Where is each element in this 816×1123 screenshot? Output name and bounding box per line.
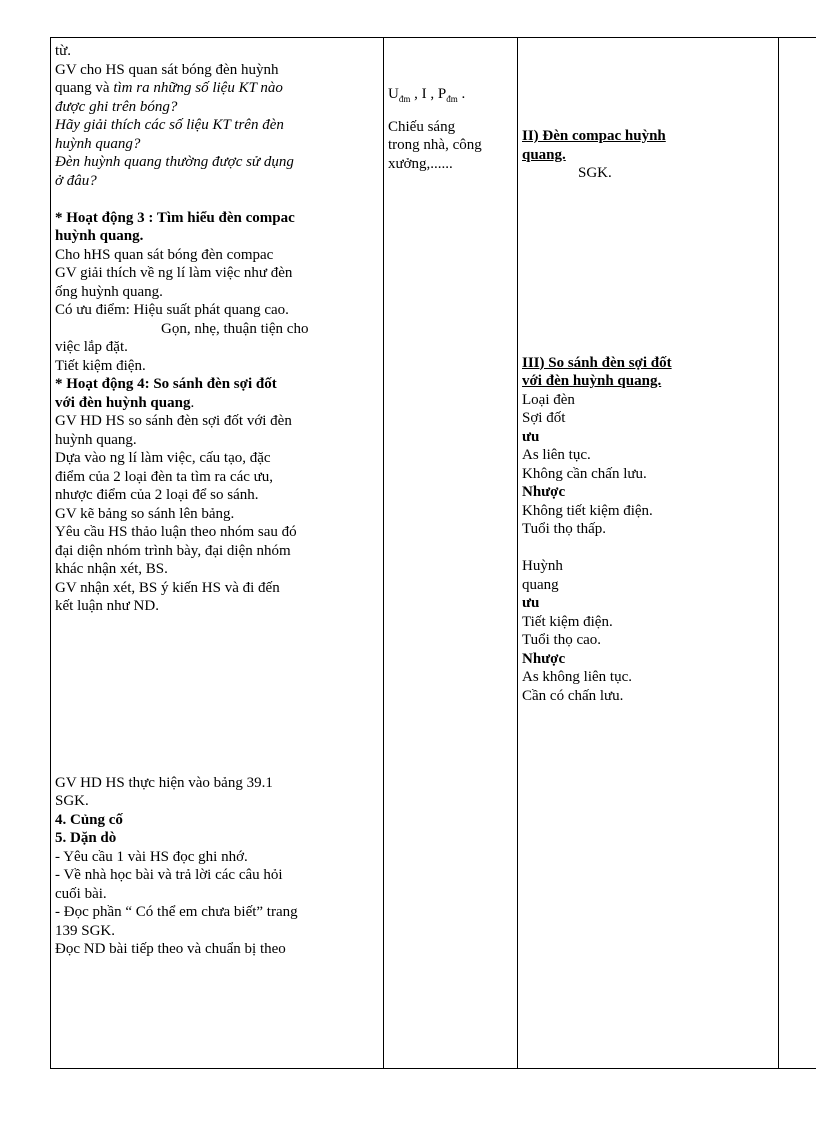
text-line: từ.: [55, 43, 72, 59]
text-line: việc lắp đặt.: [55, 339, 128, 355]
text-line: Tiết kiệm điện.: [55, 357, 146, 374]
text-line: Có ưu điểm: Hiệu suất phát quang cao.: [55, 302, 289, 318]
text-line: Không tiết kiệm điện.: [522, 502, 653, 519]
bold-segment: với đèn huỳnh quang: [55, 394, 191, 411]
subscript: đm: [446, 94, 458, 104]
spec-line: [388, 85, 517, 104]
text-line: khác nhận xét, BS.: [55, 561, 168, 577]
section-3-heading-cont: với đèn huỳnh quang.: [522, 373, 662, 389]
text-line: GV kẽ bảng so sánh lên bảng.: [55, 505, 235, 522]
text-line: Cho hHS quan sát bóng đèn compac: [55, 246, 274, 263]
text-line: Dựa vào ng lí làm việc, cấu tạo, đặc: [55, 450, 271, 466]
text-line: SGK.: [55, 793, 89, 809]
text-line: As không liên tục.: [522, 669, 632, 685]
text-line: Tuổi thọ thấp.: [522, 521, 607, 537]
notes-column: [384, 38, 518, 1069]
text-line: Nhược: [522, 650, 566, 667]
text-line: Đọc ND bài tiếp theo và chuẩn bị theo: [55, 941, 286, 957]
text-line: ưu: [522, 595, 540, 611]
text-segment: U: [388, 86, 399, 102]
text-line: - Yêu cầu 1 vài HS đọc ghi nhớ.: [55, 848, 248, 865]
activity-3-heading-cont: huỳnh quang.: [55, 228, 144, 244]
text-line: nhược điểm của 2 loại để so sánh.: [55, 487, 259, 503]
text-line: Hãy giải thích các số liệu KT trên đèn: [55, 117, 284, 133]
text-line: GV giải thích về ng lí làm việc như đèn: [55, 265, 293, 281]
text-line: Không cần chấn lưu.: [522, 465, 647, 482]
section-5-heading: 5. Dặn dò: [55, 830, 117, 846]
text-line: điểm của 2 loại đèn ta tìm ra các ưu,: [55, 468, 274, 485]
text-line: Sợi đốt: [522, 410, 566, 426]
text-line: Gọn, nhẹ, thuận tiện cho: [161, 320, 309, 337]
text-line: GV HD HS so sánh đèn sợi đốt với đèn: [55, 413, 292, 429]
text-line: Đèn huỳnh quang thường được sử dụng: [55, 154, 294, 170]
text-line: [55, 79, 383, 98]
text-line: xưởng,......: [388, 155, 453, 172]
text-line: Tuổi thọ cao.: [522, 632, 602, 648]
text-segment: .: [457, 86, 466, 102]
text-line: ống huỳnh quang.: [55, 283, 163, 300]
content-column: [518, 38, 779, 1069]
text-line: Yêu cầu HS thảo luận theo nhóm sau đó: [55, 524, 297, 540]
section-2-heading-cont: quang.: [522, 146, 566, 163]
text-line: Loại đèn: [522, 391, 575, 408]
lesson-table: [50, 37, 816, 1069]
section-2-heading: II) Đèn compac huỳnh: [522, 128, 666, 144]
table-row: [51, 38, 816, 1069]
text-line: GV nhận xét, BS ý kiến HS và đi đến: [55, 579, 280, 596]
section-4-heading: 4. Củng cố: [55, 811, 123, 828]
activity-3-heading: * Hoạt động 3 : Tìm hiểu đèn compac: [55, 209, 295, 226]
text-line: Chiếu sáng: [388, 118, 456, 135]
text-line: GV cho HS quan sát bóng đèn huỳnh: [55, 61, 279, 78]
text-segment: .: [190, 394, 195, 411]
text-line: quang: [522, 576, 559, 593]
text-line: Tiết kiệm điện.: [522, 613, 613, 630]
text-line: 139 SGK.: [55, 922, 116, 939]
text-line: - Về nhà học bài và trả lời các câu hỏi: [55, 867, 283, 883]
text-line: Huỳnh: [522, 558, 563, 574]
text-segment: quang và: [55, 80, 114, 96]
text-line: được ghi trên bóng?: [55, 98, 178, 115]
text-line: Cần có chấn lưu.: [522, 687, 624, 704]
text-line: đại diện nhóm trình bày, đại diện nhóm: [55, 542, 291, 559]
text-line: trong nhà, công: [388, 137, 482, 153]
subscript: đm: [398, 94, 411, 104]
text-line: ở đâu?: [55, 172, 97, 189]
text-segment: , I ,: [410, 86, 438, 102]
activity-4-heading-cont: [55, 394, 383, 413]
text-line: - Đọc phần “ Có thể em chưa biết” trang: [55, 904, 298, 920]
activity-4-heading: * Hoạt động 4: So sánh đèn sợi đốt: [55, 376, 277, 392]
text-line: huỳnh quang?: [55, 135, 141, 152]
section-3-heading: III) So sánh đèn sợi đốt: [522, 354, 672, 371]
text-line: ưu: [522, 428, 540, 445]
activities-column: [51, 38, 384, 1069]
text-line: huỳnh quang.: [55, 431, 137, 448]
text-line: GV HD HS thực hiện vào bảng 39.1: [55, 774, 273, 791]
text-line: As liên tục.: [522, 447, 591, 463]
text-line: kết luận như ND.: [55, 598, 159, 614]
text-line: Nhược: [522, 484, 566, 500]
italic-segment: tìm ra những số liệu KT nào: [113, 80, 283, 96]
text-segment: P: [437, 86, 447, 102]
text-line: cuối bài.: [55, 885, 107, 902]
empty-column: [779, 38, 816, 1069]
text-line: SGK.: [578, 165, 612, 181]
